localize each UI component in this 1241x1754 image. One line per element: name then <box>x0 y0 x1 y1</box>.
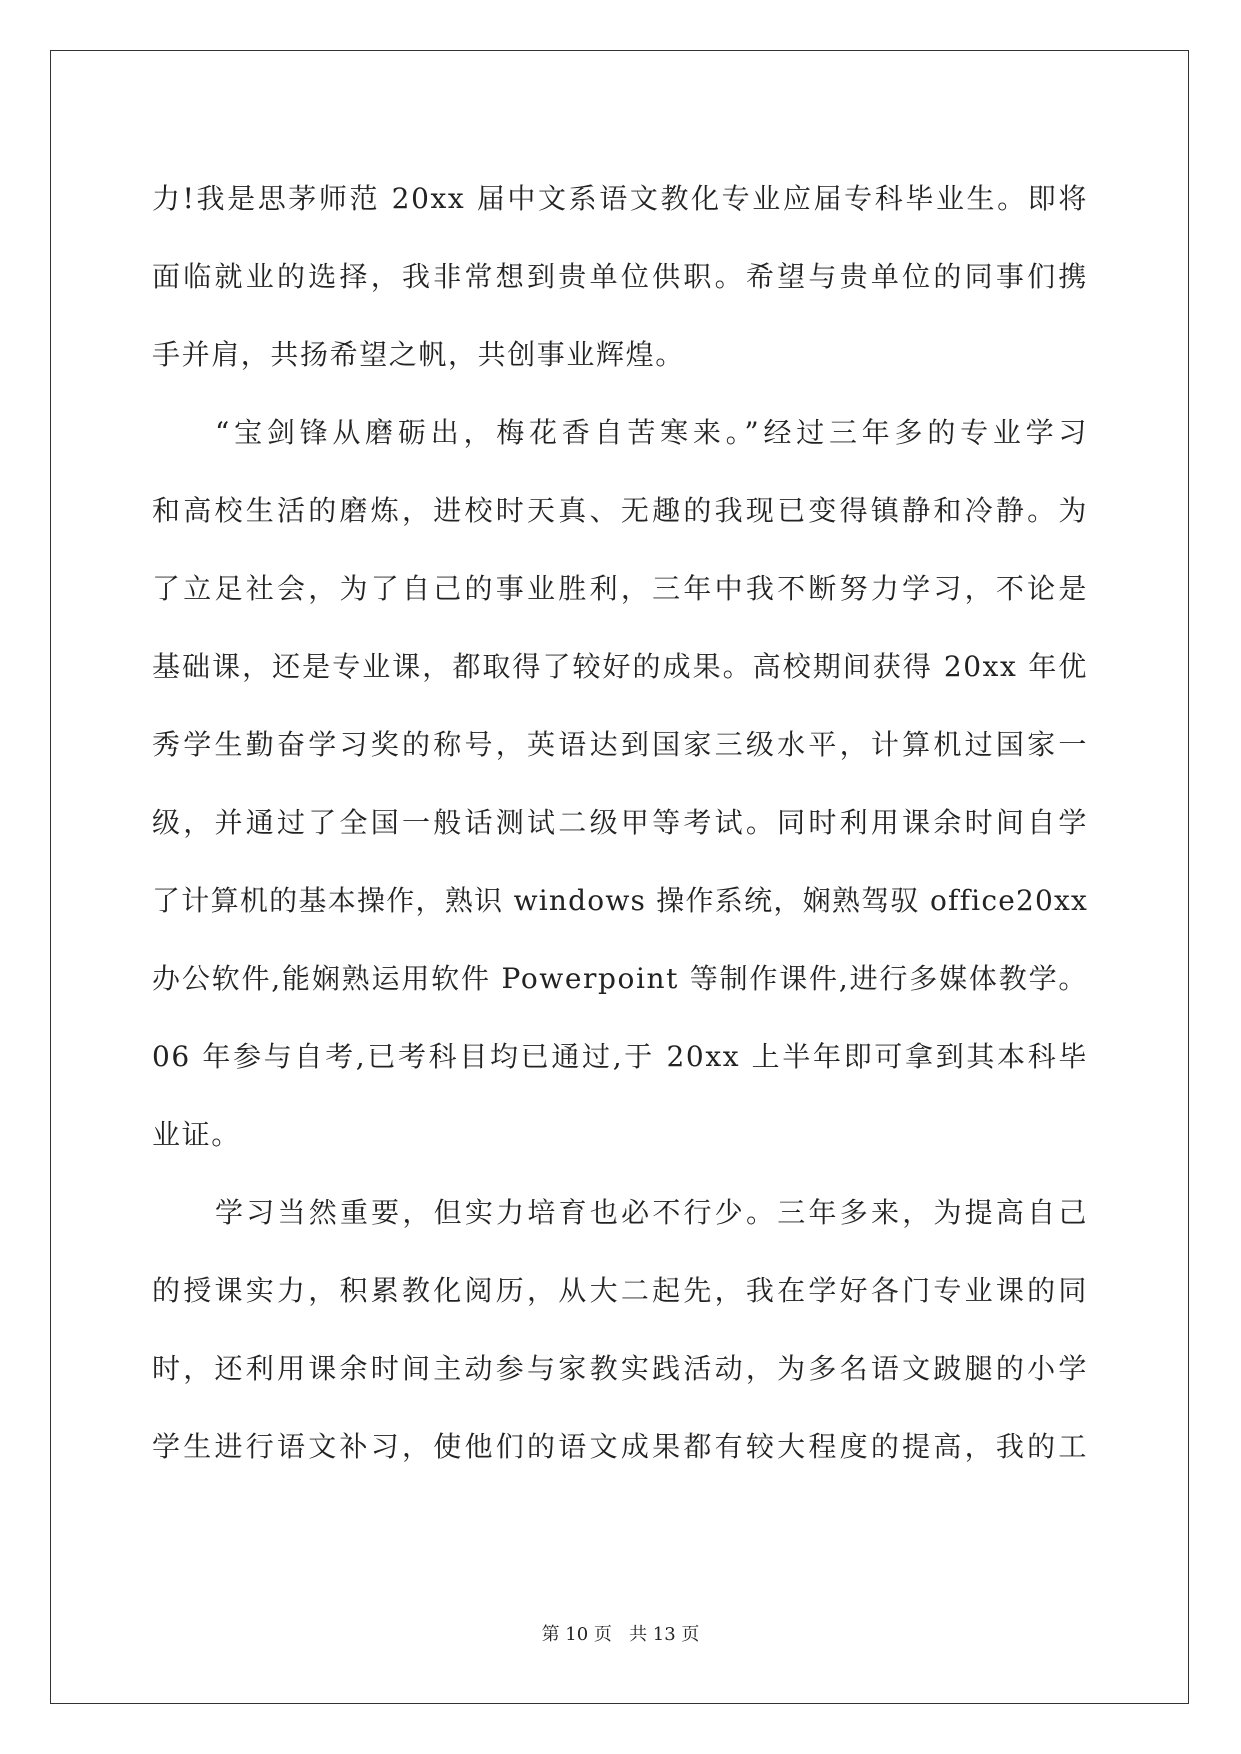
text-line: 了计算机的基本操作，熟识 windows 操作系统，娴熟驾驭 office20xx <box>152 884 1088 917</box>
text-line: 面临就业的选择，我非常想到贵单位供职。希望与贵单位的同事们携 <box>152 260 1088 293</box>
text-line: 力!我是思茅师范 20xx 届中文系语文教化专业应届专科毕业生。即将 <box>152 182 1088 215</box>
paragraph-first-line: 学习当然重要，但实力培育也必不行少。三年多来，为提高自己 <box>215 1196 1088 1229</box>
page-number-footer: 第 10 页 共 13 页 <box>541 1624 700 1645</box>
text-line: 业证。 <box>152 1118 241 1151</box>
text-line: 手并肩，共扬希望之帆，共创事业辉煌。 <box>152 338 685 371</box>
text-line: 学生进行语文补习，使他们的语文成果都有较大程度的提高，我的工 <box>152 1430 1088 1463</box>
text-line: 06 年参与自考,已考科目均已通过,于 20xx 上半年即可拿到其本科毕 <box>152 1040 1088 1073</box>
text-line: 时，还利用课余时间主动参与家教实践活动，为多名语文跛腿的小学 <box>152 1352 1088 1385</box>
text-line: 基础课，还是专业课，都取得了较好的成果。高校期间获得 20xx 年优 <box>152 650 1088 683</box>
text-line: 办公软件,能娴熟运用软件 Powerpoint 等制作课件,进行多媒体教学。 <box>152 962 1088 995</box>
document-body <box>152 160 1088 1486</box>
text-line: 的授课实力，积累教化阅历，从大二起先，我在学好各门专业课的同 <box>152 1274 1088 1307</box>
text-line: 了立足社会，为了自己的事业胜利，三年中我不断努力学习，不论是 <box>152 572 1088 605</box>
text-line: 级，并通过了全国一般话测试二级甲等考试。同时利用课余时间自学 <box>152 806 1088 839</box>
paragraph-first-line: “宝剑锋从磨砺出，梅花香自苦寒来。”经过三年多的专业学习 <box>215 416 1088 449</box>
text-line: 和高校生活的磨炼，进校时天真、无趣的我现已变得镇静和冷静。为 <box>152 494 1088 527</box>
text-line: 秀学生勤奋学习奖的称号，英语达到国家三级水平，计算机过国家一 <box>152 728 1088 761</box>
